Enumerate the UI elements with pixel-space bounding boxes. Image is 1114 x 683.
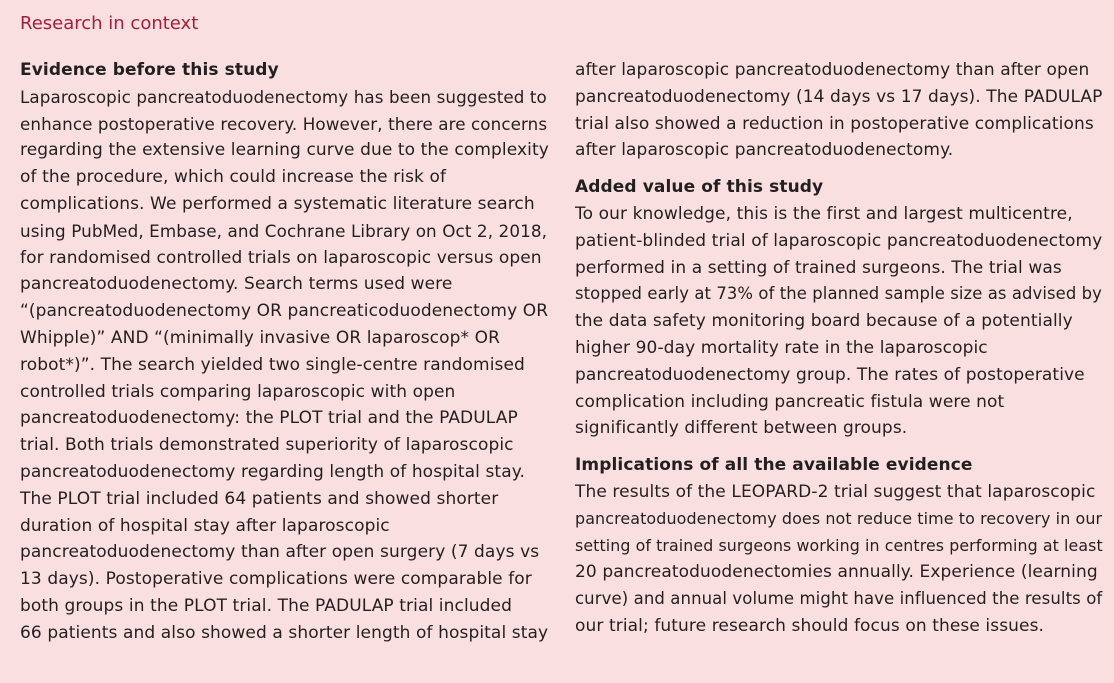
evidence-before-continued-text bbox=[575, 57, 1105, 164]
section-heading-evidence-before: Evidence before this study bbox=[20, 60, 279, 80]
section-gap bbox=[575, 164, 1105, 174]
section-heading-added-value: Added value of this study bbox=[575, 177, 824, 198]
text-line: after laparoscopic pancreatoduodenectomy. bbox=[575, 140, 954, 161]
text-line: Laparoscopic pancreatoduodenectomy has been suggested to bbox=[20, 86, 547, 107]
text-line: trial. Both trials demonstrated superiority of laparoscopic bbox=[20, 435, 514, 456]
box-title: Research in context bbox=[20, 13, 199, 34]
text-line: higher 90-day mortality rate in the laparoscopic bbox=[575, 337, 988, 358]
text-line: both groups in the PLOT trial. The PADULAP trial included bbox=[20, 595, 512, 616]
text-line: pancreatoduodenectomy than after open surgery (7 days vs bbox=[20, 542, 540, 563]
text-line: pancreatoduodenectomy (14 days vs 17 days). The PADULAP bbox=[575, 86, 1103, 107]
text-line: significantly different between groups. bbox=[575, 418, 908, 439]
text-line: of the procedure, which could increase the risk of bbox=[20, 167, 447, 188]
text-line: using PubMed, Embase, and Cochrane Library on Oct 2, 2018, bbox=[20, 220, 548, 241]
text-line: The PLOT trial included 64 patients and showed shorter bbox=[20, 488, 499, 509]
text-line: complication including pancreatic fistula were not bbox=[575, 391, 1005, 412]
text-line: duration of hospital stay after laparoscopic bbox=[20, 515, 390, 536]
text-line: performed in a setting of trained surgeons. The trial was bbox=[575, 257, 1062, 278]
text-line: stopped early at 73% of the planned sample size as advised by bbox=[575, 284, 1102, 304]
section-heading-implications: Implications of all the available evidence bbox=[575, 455, 973, 476]
added-value-text bbox=[575, 201, 1105, 442]
evidence-before-text bbox=[20, 84, 550, 647]
text-line: after laparoscopic pancreatoduodenectomy than after open bbox=[575, 60, 1090, 80]
left-column bbox=[20, 57, 550, 647]
text-line: our trial; future research should focus on these issues. bbox=[575, 615, 1045, 636]
implications-text bbox=[575, 479, 1105, 640]
text-line: 20 pancreatoduodenectomies annually. Experience (learning bbox=[575, 562, 1098, 583]
text-line: To our knowledge, this is the first and largest multicentre, bbox=[575, 203, 1073, 224]
text-line: enhance postoperative recovery. However, there are concerns bbox=[20, 113, 548, 134]
text-line: complications. We performed a systematic literature search bbox=[20, 193, 535, 214]
text-line: trial also showed a reduction in postoperative complications bbox=[575, 113, 1094, 134]
text-line: 66 patients and also showed a shorter length of hospital stay bbox=[20, 622, 549, 643]
text-line: curve) and annual volume might have influenced the results of bbox=[575, 589, 1103, 609]
text-line: 13 days). Postoperative complications were comparable for bbox=[20, 569, 532, 590]
text-line: pancreatoduodenectomy: the PLOT trial and the PADULAP bbox=[20, 408, 518, 429]
right-column bbox=[575, 57, 1105, 640]
text-line: the data safety monitoring board because of a potentially bbox=[575, 311, 1073, 332]
text-line: pancreatoduodenectomy regarding length of hospital stay. bbox=[20, 461, 525, 482]
text-line: pancreatoduodenectomy does not reduce time to recovery in our bbox=[575, 508, 1103, 528]
text-line: controlled trials comparing laparoscopic with open bbox=[20, 381, 456, 402]
text-line: pancreatoduodenectomy. Search terms used were bbox=[20, 274, 453, 295]
text-line: robot*)”. The search yielded two single-centre randomised bbox=[20, 354, 525, 375]
section-gap bbox=[575, 442, 1105, 452]
text-line: regarding the extensive learning curve due to the complexity bbox=[20, 140, 549, 161]
text-line: pancreatoduodenectomy group. The rates of postoperative bbox=[575, 364, 1085, 385]
text-line: “(pancreatoduodenectomy OR pancreaticoduodenectomy OR bbox=[20, 301, 549, 322]
text-line: The results of the LEOPARD-2 trial suggest that laparoscopic bbox=[575, 481, 1096, 502]
text-line: Whipple)” AND “(minimally invasive OR laparoscop* OR bbox=[20, 327, 500, 348]
text-line: patient-blinded trial of laparoscopic pancreatoduodenectomy bbox=[575, 230, 1103, 251]
text-line: setting of trained surgeons working in centres performing at least bbox=[575, 535, 1103, 555]
text-line: for randomised controlled trials on laparoscopic versus open bbox=[20, 247, 542, 268]
